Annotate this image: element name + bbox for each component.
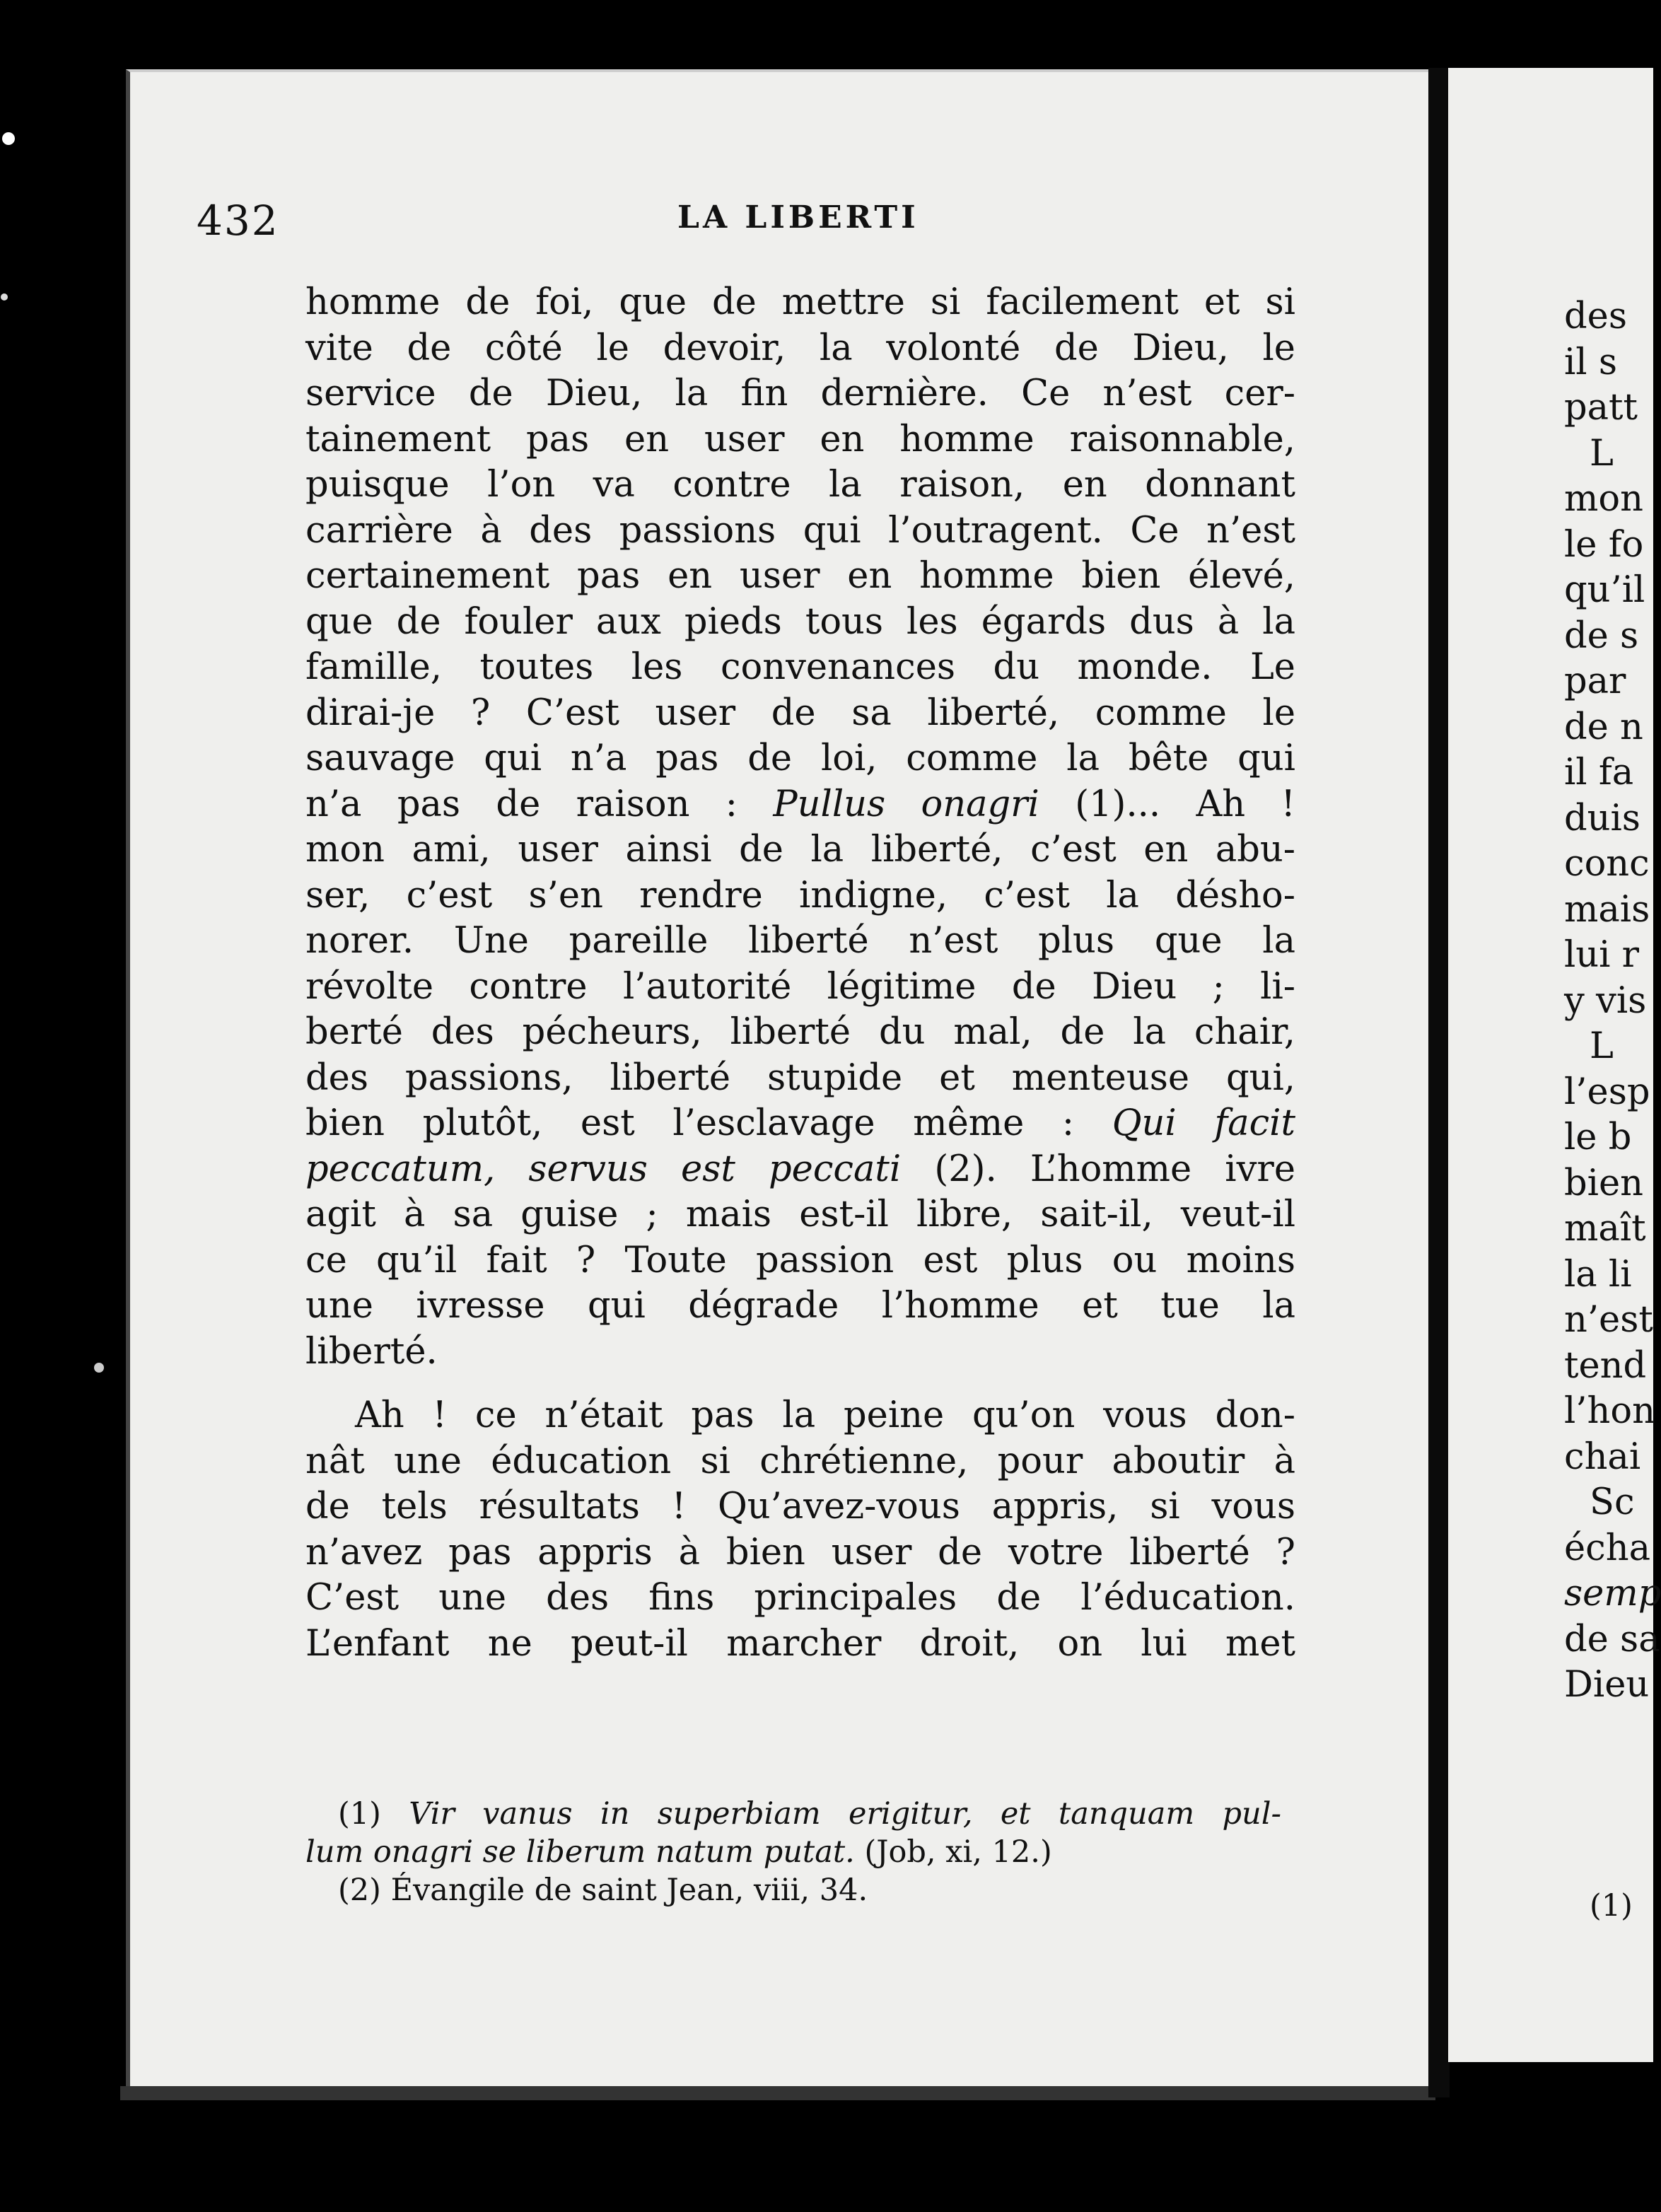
fragment-line: le b [1564, 1117, 1632, 1158]
fragment-line: maît [1564, 1208, 1646, 1250]
fragment-line: la li [1564, 1253, 1632, 1296]
scan-speck [94, 1363, 104, 1373]
text-line: nât une éducation si chrétienne, pour aboutir à [305, 1440, 1295, 1482]
running-title: LA LIBERTI [677, 199, 919, 235]
footnote-text: Évangile de saint Jean, viii, 34. [390, 1873, 868, 1908]
text-line: agit à sa guise ; mais est-il libre, sait-il, veut-il [305, 1194, 1295, 1235]
text-line: liberté. [305, 1330, 438, 1373]
fragment-line: Sc [1590, 1482, 1635, 1523]
text-line: L’enfant ne peut-il marcher droit, on lui met [305, 1622, 1295, 1665]
fragment-line: chai [1564, 1436, 1641, 1478]
text-line: vite de côté le devoir, la volonté de Dieu, le [305, 327, 1295, 369]
fragment-line: de sa [1564, 1618, 1660, 1660]
text-line: dirai-je ? C’est user de sa liberté, comme le [305, 692, 1295, 734]
text-line: carrière à des passions qui l’outragent. Ce n’est [305, 509, 1295, 552]
fragment-line: L [1590, 432, 1614, 475]
footnote-marker: (1) [338, 1796, 381, 1832]
fragment-line: bien [1564, 1162, 1643, 1204]
fragment-line: il s [1564, 341, 1618, 383]
text-line: une ivresse qui dégrade l’homme et tue la [305, 1285, 1295, 1327]
text-segment: (1)... Ah ! [1075, 783, 1295, 825]
fragment-line: duis [1564, 797, 1640, 839]
scan-speck [1, 293, 8, 301]
text-line: révolte contre l’autorité légitime de Dieu ; li- [305, 965, 1295, 1008]
text-line: de tels résultats ! Qu’avez-vous appris, si vous [305, 1486, 1295, 1527]
latin-quote: peccatum, servus est peccati [305, 1148, 902, 1190]
text-line: mon ami, user ainsi de la liberté, c’est en abu- [305, 829, 1295, 871]
scan-speck [2, 132, 15, 145]
text-line: Ah ! ce n’était pas la peine qu’on vous don- [355, 1395, 1295, 1436]
text-line: n’avez pas appris à bien user de votre liberté ? [305, 1531, 1295, 1573]
fragment-line: écha [1564, 1527, 1650, 1569]
text-line: berté des pécheurs, liberté du mal, de la chair, [305, 1011, 1295, 1053]
text-segment: bien plutôt, est l’esclavage même : [305, 1102, 1075, 1144]
text-segment: n’a pas de raison : [305, 783, 738, 825]
fragment-line: qu’il [1564, 569, 1645, 611]
text-line: C’est une des fins principales de l’éducation. [305, 1577, 1295, 1619]
fragment-line: Dieu [1564, 1664, 1650, 1706]
right-page-footnote-marker: (1) [1590, 1888, 1633, 1923]
text-line: que de fouler aux pieds tous les égards dus à la [305, 600, 1295, 643]
fragment-line: des [1564, 296, 1628, 337]
fragment-line: il fa [1564, 752, 1634, 793]
text-line: sauvage qui n’a pas de loi, comme la bête qui [305, 738, 1295, 779]
fragment-line: mon [1564, 478, 1643, 520]
fragment-line: par [1564, 660, 1626, 702]
text-line: famille, toutes les convenances du monde. Le [305, 646, 1295, 688]
text-line: puisque l’on va contre la raison, en donnant [305, 464, 1295, 506]
fragment-line: l’hon [1564, 1390, 1655, 1432]
footnote-marker: (2) [338, 1873, 381, 1908]
text-line: certainement pas en user en homme bien élevé, [305, 555, 1295, 597]
fragment-line: lui r [1564, 934, 1640, 976]
fragment-line: de s [1564, 615, 1639, 657]
text-line: service de Dieu, la fin dernière. Ce n’est cer- [305, 373, 1295, 414]
fragment-line: conc [1564, 843, 1650, 885]
fragment-line: L [1590, 1025, 1614, 1067]
text-segment: (2). L’homme ivre [934, 1148, 1295, 1190]
footnote-latin: Vir vanus in superbiam erigitur, et tanquam pul- [409, 1796, 1281, 1832]
latin-quote: Pullus onagri [773, 783, 1039, 825]
footnote-latin: lum onagri se liberum natum putat. [305, 1834, 855, 1870]
text-line: homme de foi, que de mettre si facilement et si [305, 281, 1295, 323]
text-line: des passions, liberté stupide et menteuse qui, [305, 1056, 1295, 1099]
page-number: 432 [197, 197, 279, 245]
fragment-line: de n [1564, 706, 1643, 748]
footnote-reference: (Job, xi, 12.) [864, 1834, 1052, 1870]
text-line: ser, c’est s’en rendre indigne, c’est la désho- [305, 874, 1295, 916]
fragment-line: y vis [1564, 979, 1647, 1022]
text-line: ce qu’il fait ? Toute passion est plus ou moins [305, 1239, 1295, 1281]
fragment-line: le fo [1564, 523, 1644, 566]
latin-quote: Qui facit [1112, 1102, 1295, 1144]
fragment-line: tend [1564, 1344, 1647, 1387]
fragment-line: mais [1564, 888, 1650, 931]
fragment-line: l’esp [1564, 1071, 1650, 1113]
fragment-line: patt [1564, 387, 1638, 429]
text-line: tainement pas en user en homme raisonnable, [305, 418, 1295, 460]
fragment-line: semp [1564, 1573, 1661, 1614]
text-line: norer. Une pareille liberté n’est plus que la [305, 920, 1295, 962]
fragment-line: n’est [1564, 1299, 1653, 1341]
